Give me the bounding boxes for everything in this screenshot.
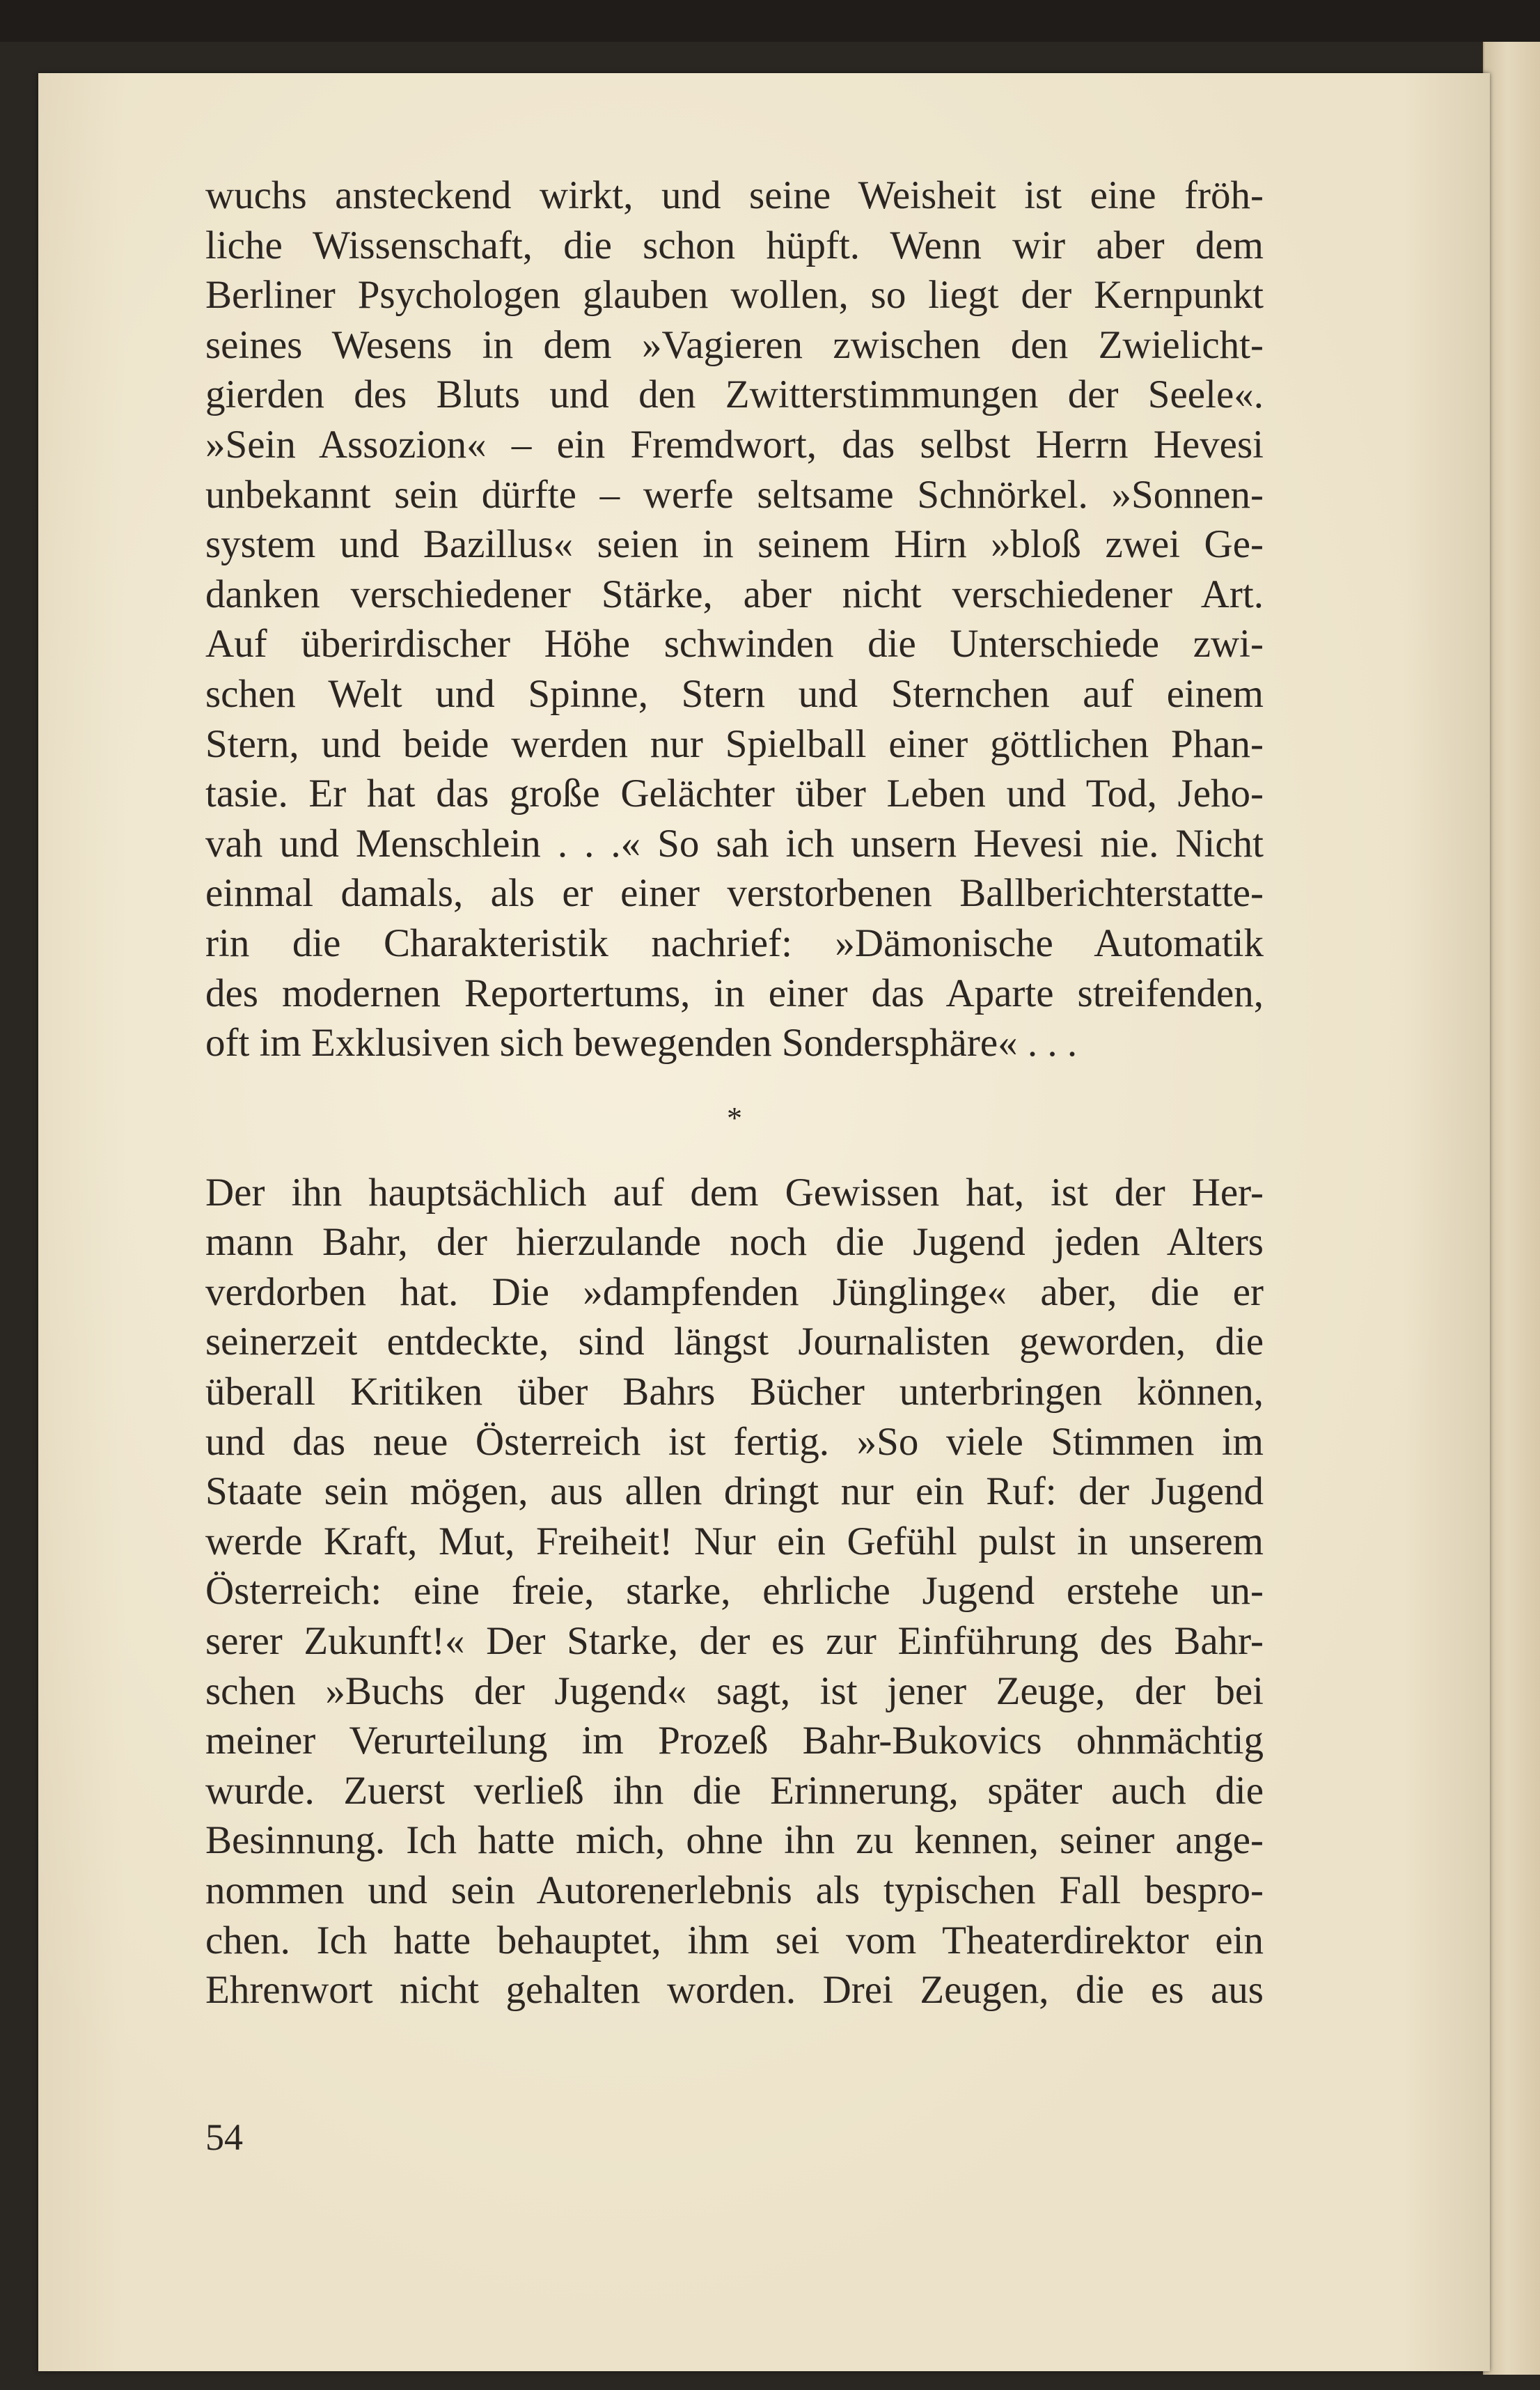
text-line: überall Kritiken über Bahrs Bücher unterbringen können, [205,1370,1264,1414]
paragraph-1 [205,171,1264,1068]
text-line: Der ihn hauptsächlich auf dem Gewissen hat, ist der Her- [205,1170,1264,1214]
text-line: vah und Menschlein . . .« So sah ich unsern Hevesi nie. Nicht [205,821,1264,866]
page-number: 54 [205,2116,243,2158]
page-text [205,171,1264,2015]
text-line: serer Zukunft!« Der Starke, der es zur Einführung des Bahr- [205,1619,1264,1664]
text-line: system und Bazillus« seien in seinem Hirn »bloß zwei Ge- [205,522,1264,567]
text-line: oft im Exklusiven sich bewegenden Sondersphäre« . . . [205,1021,1078,1065]
text-line: Stern, und beide werden nur Spielball einer göttlichen Phan- [205,721,1264,766]
scan-backdrop [0,0,1540,42]
text-line: wurde. Zuerst verließ ihn die Erinnerung, später auch die [205,1768,1264,1813]
text-line: danken verschiedener Stärke, aber nicht verschiedener Art. [205,572,1264,616]
text-line: wuchs ansteckend wirkt, und seine Weisheit ist eine fröh- [205,173,1264,217]
text-line: rin die Charakteristik nachrief: »Dämonische Automatik [205,921,1264,965]
text-line: schen »Buchs der Jugend« sagt, ist jener Zeuge, der bei [205,1669,1264,1713]
text-line: werde Kraft, Mut, Freiheit! Nur ein Gefühl pulst in unserem [205,1519,1264,1563]
text-line: einmal damals, als er einer verstorbenen Ballberichterstatte- [205,871,1264,916]
text-line: mann Bahr, der hierzulande noch die Jugend jeden Alters [205,1220,1264,1265]
text-line: Berliner Psychologen glauben wollen, so liegt der Kernpunkt [205,273,1264,318]
text-line: Ehrenwort nicht gehalten worden. Drei Zeugen, die es aus [205,1968,1264,2013]
paragraph-2 [205,1168,1264,2015]
text-line: und das neue Österreich ist fertig. »So viele Stimmen im [205,1419,1264,1464]
text-line: tasie. Er hat das große Gelächter über Leben und Tod, Jeho- [205,772,1264,816]
text-line: schen Welt und Spinne, Stern und Sternchen auf einem [205,671,1264,716]
text-line: seines Wesens in dem »Vagieren zwischen den Zwielicht- [205,322,1264,367]
text-line: meiner Verurteilung im Prozeß Bahr-Bukovics ohnmächtig [205,1719,1264,1763]
text-line: Österreich: eine freie, starke, ehrliche Jugend erstehe un- [205,1569,1264,1614]
text-line: »Sein Assozion« – ein Fremdwort, das selbst Herrn Hevesi [205,422,1264,467]
text-line: nommen und sein Autorenerlebnis als typischen Fall bespro- [205,1868,1264,1912]
next-page-edge [1483,42,1540,2375]
text-line: unbekannt sein dürfte – werfe seltsame Schnörkel. »Sonnen- [205,472,1264,517]
section-separator: * [727,1100,742,1135]
text-line: Besinnung. Ich hatte mich, ohne ihn zu kennen, seiner ange- [205,1818,1264,1863]
text-line: seinerzeit entdeckte, sind längst Journalisten geworden, die [205,1320,1264,1364]
text-line: verdorben hat. Die »dampfenden Jünglinge« aber, die er [205,1270,1264,1314]
text-line: liche Wissenschaft, die schon hüpft. Wenn wir aber dem [205,223,1264,267]
text-line: Staate sein mögen, aus allen dringt nur ein Ruf: der Jugend [205,1469,1264,1514]
text-line: Auf überirdischer Höhe schwinden die Unterschiede zwi- [205,622,1264,666]
text-line: des modernen Reportertums, in einer das Aparte streifenden, [205,971,1264,1015]
text-line: gierden des Bluts und den Zwitterstimmungen der Seele«. [205,373,1264,417]
text-line: chen. Ich hatte behauptet, ihm sei vom Theaterdirektor ein [205,1918,1264,1962]
